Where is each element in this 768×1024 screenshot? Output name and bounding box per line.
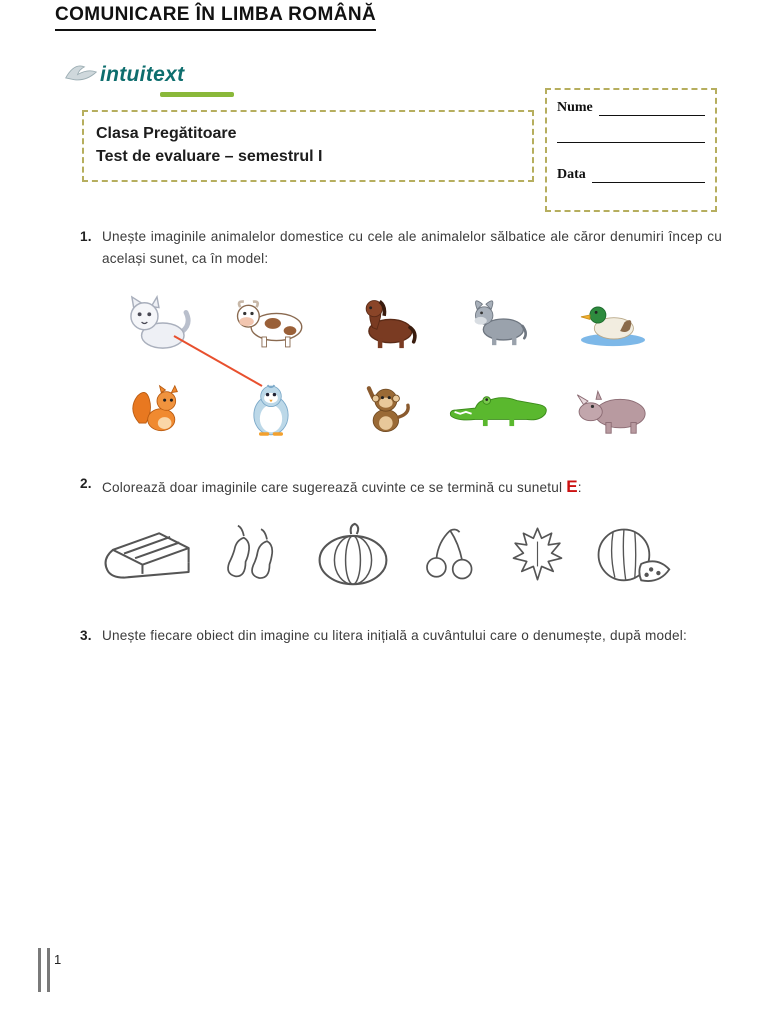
rhinoceros-image — [573, 385, 653, 435]
cherries-image — [421, 526, 481, 583]
question-3-number: 3. — [80, 628, 92, 643]
question-2-images — [100, 508, 672, 600]
class-label: Clasa Pregătitoare — [96, 125, 237, 142]
question-2 — [80, 473, 722, 500]
pears-image — [225, 524, 285, 584]
test-title: Test de evaluare – semestrul I — [96, 148, 323, 166]
horse-image — [349, 297, 421, 349]
watermelon-image — [594, 522, 672, 586]
page-title: COMUNICARE ÎN LIMBA ROMÂNĂ — [55, 4, 376, 31]
name-label: Nume — [557, 100, 593, 115]
date-writing-line — [592, 168, 705, 183]
extra-writing-line — [557, 142, 705, 143]
question-1-number: 1. — [80, 229, 92, 244]
maple-leaf-image — [510, 525, 565, 583]
sound-e-highlight: E — [566, 477, 578, 496]
page-number-bars — [38, 948, 50, 992]
donkey-image — [465, 298, 533, 347]
squirrel-image — [129, 384, 185, 435]
logo-tagline-bar — [160, 92, 234, 97]
penguin-image — [247, 382, 295, 438]
date-label: Data — [557, 167, 586, 182]
intuitext-logo — [64, 60, 184, 89]
question-1-images — [100, 286, 670, 446]
test-header-box — [82, 110, 534, 182]
cow-image — [233, 296, 309, 349]
question-3-text: Unește fiecare obiect din imagine cu litera inițială a cuvântului care o denumește, după model: — [102, 628, 687, 643]
pumpkin-image — [314, 522, 392, 587]
crocodile-image — [447, 391, 551, 429]
question-1 — [80, 226, 722, 270]
question-3 — [80, 625, 722, 647]
monkey-image — [357, 383, 413, 436]
question-2-text: Colorează doar imaginile care sugerează cuvinte ce se termină cu sunetul E: — [102, 477, 582, 496]
question-2-number: 2. — [80, 476, 92, 491]
duck-image — [578, 299, 648, 347]
cat-image — [122, 295, 192, 351]
bird-logo-icon — [64, 60, 98, 89]
question-1-text: Unește imaginile animalelor domestice cu cele ale animalelor sălbatice ale căror denumiri încep cu același sunet, ca în model: — [102, 229, 722, 266]
sled-image — [100, 524, 196, 585]
name-date-box — [545, 88, 717, 212]
page-number: 1 — [54, 952, 62, 967]
logo-brand-text: intuitext — [100, 62, 185, 86]
name-writing-line — [599, 101, 705, 116]
